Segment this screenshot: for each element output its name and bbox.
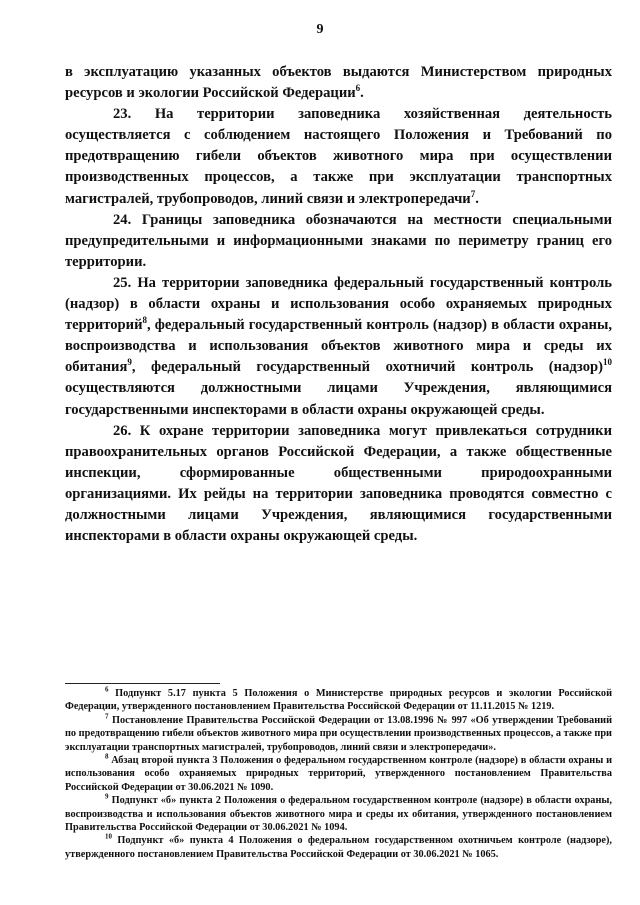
footnote-ref-10[interactable]: 10 xyxy=(603,357,612,368)
paragraph-text: 26. К охране территории заповедника могут привлекаться сотрудники правоохранительных органов Российской Федерации, а также общественные инспекции, сформированные общественными природоохранными организациями. Их рейды на территории заповедника проводятся совместно с должностными лицами Учреждения, являющимися государственными инспекторами в области охраны окружающей среды. xyxy=(65,422,612,545)
paragraph-24 xyxy=(65,210,612,273)
paragraph-text: 23. На территории заповедника хозяйственная деятельность осуществляется с соблюдением настоящего Положения и Требований по предотвращению гибели объектов животного мира при осуществлении производственных процессов, а также при эксплуатации транспортных магистралей, трубопроводов, линий связи и электропередачи xyxy=(65,106,612,207)
paragraph-text-part-4: осуществляются должностными лицами Учреждения, являющимися государственными инспекторами в области охраны окружающей среды. xyxy=(65,380,612,418)
paragraph-text: в эксплуатацию указанных объектов выдаются Министерством природных ресурсов и экологии Российской Федерации xyxy=(65,64,612,102)
paragraph-23 xyxy=(65,104,612,209)
paragraph-text-part-3: , федеральный государственный охотничий контроль (надзор) xyxy=(131,359,603,376)
footnote-mark: 6 xyxy=(105,685,109,694)
footnote-text: Подпункт 5.17 пункта 5 Положения о Министерстве природных ресурсов и экологии Российской Федерации, утвержденного постановлением Правительства Российской Федерации от 11.11.2015 № 1219. xyxy=(65,688,612,713)
footnotes xyxy=(65,687,612,861)
footnote-ref-6[interactable]: 6 xyxy=(355,83,361,94)
body-text xyxy=(65,62,612,547)
footnote-mark: 7 xyxy=(105,712,109,721)
footnote-text: Постановление Правительства Российской Федерации от 13.08.1996 № 997 «Об утверждении Требований по предотвращению гибели объектов животного мира при осуществлении производственных процессов, а также при эксплуатации транспортных магистралей, трубопроводов, линий связи и электропередачи». xyxy=(65,714,612,753)
footnote-text: Подпункт «б» пункта 2 Положения о федеральном государственном контроле (надзоре) в области охраны, воспроизводства и использования объектов животного мира и среды их обитания, утвержденного постановлением Правительства Российской Федерации от 30.06.2021 № 1094. xyxy=(65,795,612,834)
footnote-7 xyxy=(65,714,612,754)
footnote-separator xyxy=(65,683,220,684)
footnote-mark: 8 xyxy=(105,752,109,761)
paragraph-text-part-2: , федеральный государственный контроль (надзор) в области охраны, воспроизводства и использования объектов животного мира и среды их обитания xyxy=(65,317,612,376)
footnote-8 xyxy=(65,754,612,794)
footnote-6 xyxy=(65,687,612,714)
paragraph-end: . xyxy=(360,85,364,102)
footnote-ref-8[interactable]: 8 xyxy=(142,315,147,326)
footnote-ref-9[interactable]: 9 xyxy=(127,357,132,368)
page-number: 9 xyxy=(316,22,324,37)
footnote-9 xyxy=(65,794,612,834)
footnote-text: Подпункт «б» пункта 4 Положения о федеральном государственном охотничьем контроле (надзоре), утвержденного постановлением Правительства Российской Федерации от 30.06.2021 № 1065. xyxy=(65,835,612,860)
paragraph-text-part-1: 25. На территории заповедника федеральный государственный контроль (надзор) в области охраны и использования особо охраняемых природных территорий xyxy=(65,274,612,334)
paragraph-26 xyxy=(65,421,612,548)
paragraph-text: 24. Границы заповедника обозначаются на местности специальными предупредительными и информационными знаками по периметру границ его территории. xyxy=(65,211,612,270)
paragraph-25 xyxy=(65,273,612,421)
paragraph-continuation xyxy=(65,62,612,104)
footnote-ref-7[interactable]: 7 xyxy=(470,188,476,199)
footnote-mark: 9 xyxy=(105,792,109,801)
footnote-text: Абзац второй пункта 3 Положения о федеральном государственном контроле (надзоре) в области охраны и использования особо охраняемых природных территорий, утвержденного постановлением Правительства Российской Федерации от 30.06.2021 № 1090. xyxy=(65,755,612,793)
footnote-mark: 10 xyxy=(105,833,112,842)
paragraph-end: . xyxy=(475,190,479,207)
footnote-10 xyxy=(65,834,612,861)
